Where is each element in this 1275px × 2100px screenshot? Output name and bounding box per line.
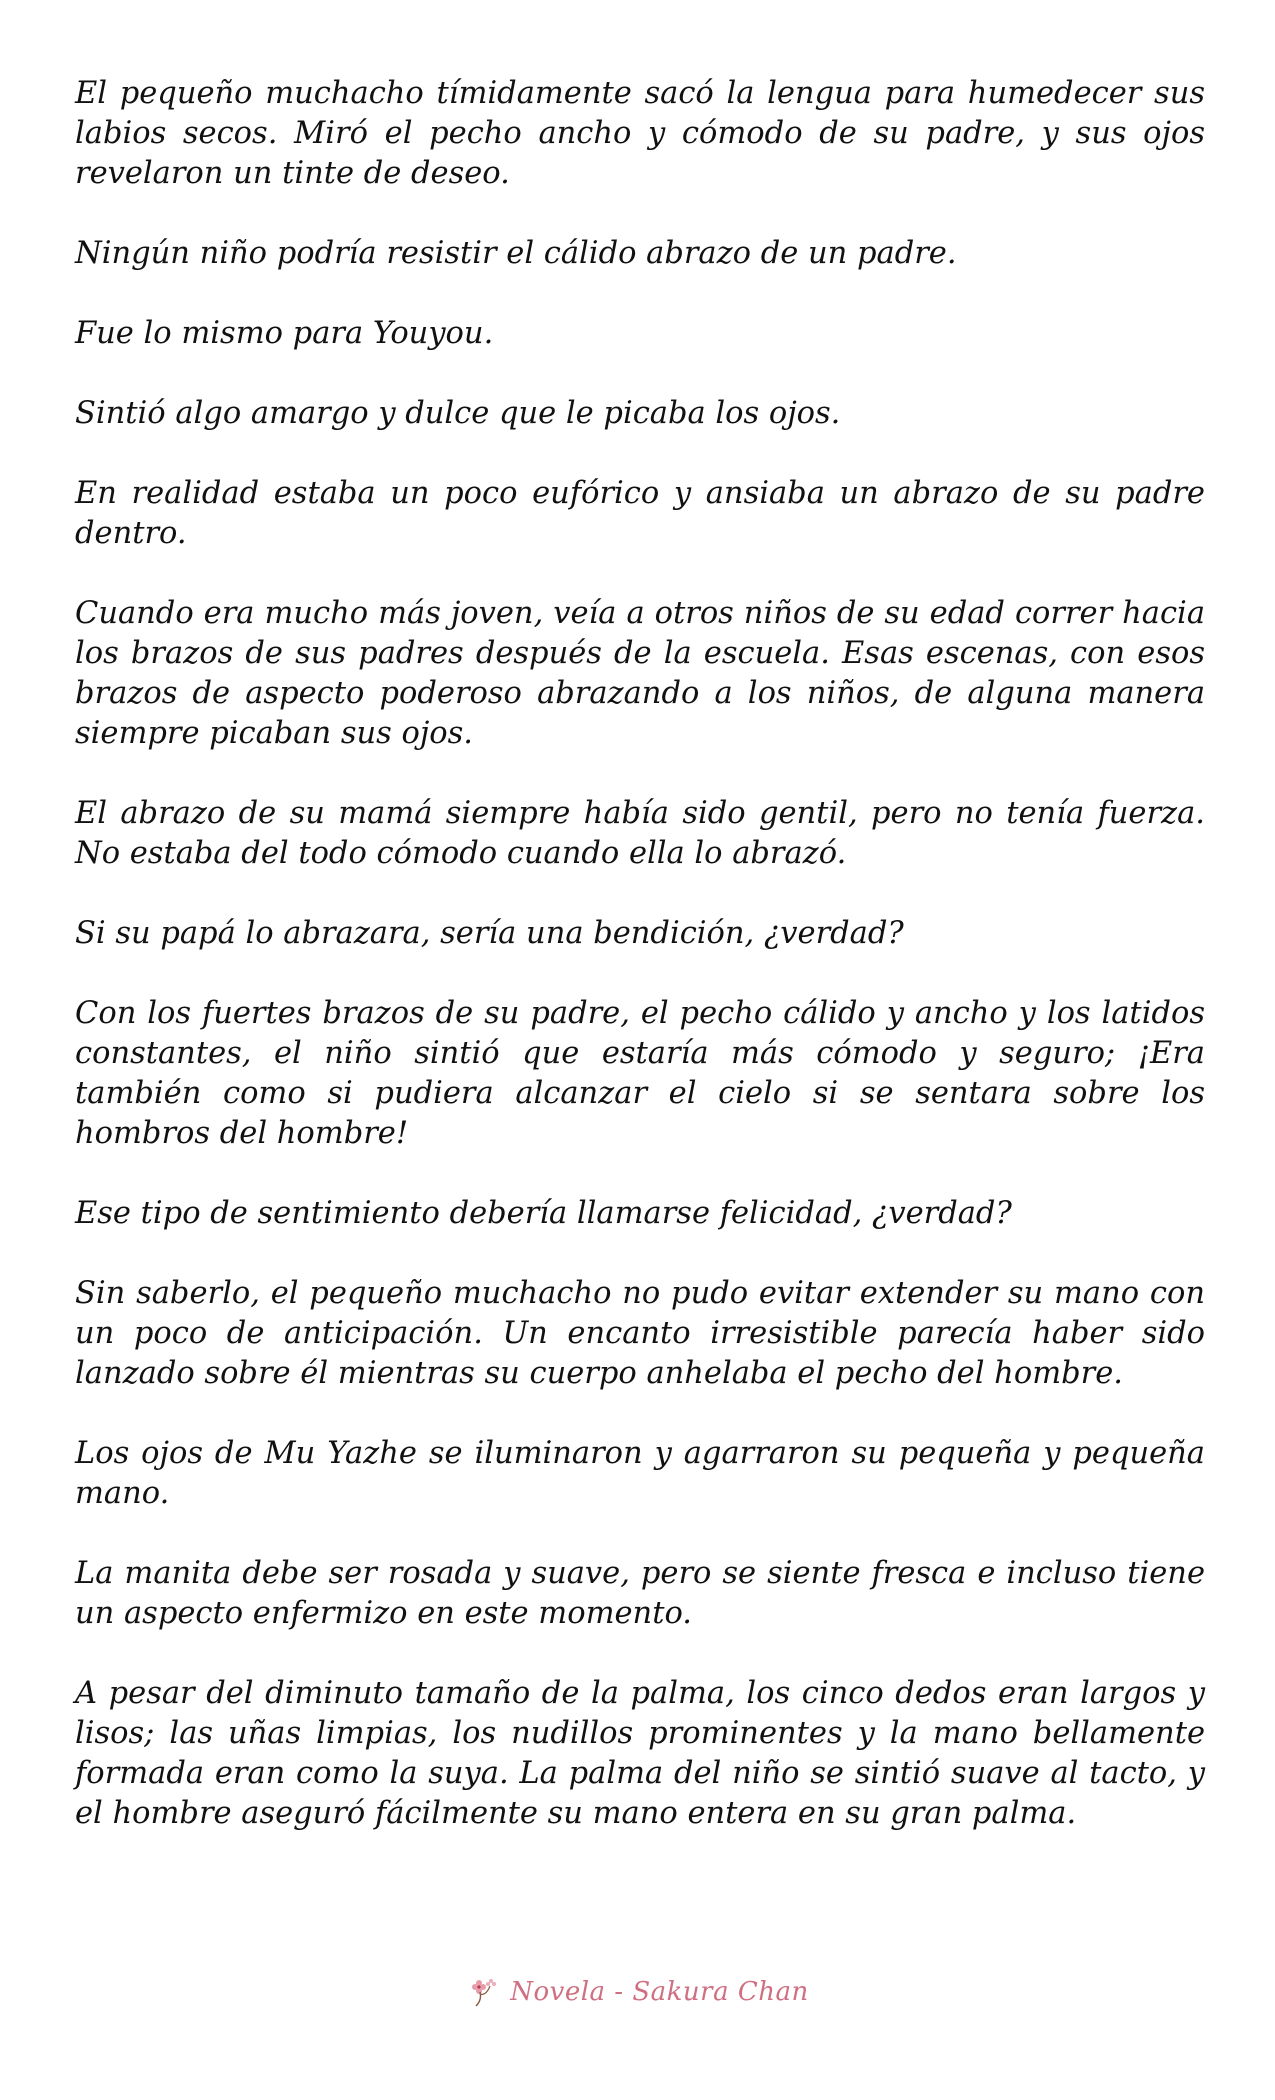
footer-watermark-text: Novela - Sakura Chan	[510, 1977, 809, 2007]
paragraph-13: La manita debe ser rosada y suave, pero se siente fresca e incluso tiene un aspecto enfermizo en este momento.	[75, 1556, 1205, 1631]
paragraph-12: Los ojos de Mu Yazhe se iluminaron y agarraron su pequeña y pequeña mano.	[75, 1436, 1205, 1511]
sakura-blossom-icon	[466, 1974, 502, 2010]
paragraph-6: Cuando era mucho más joven, veía a otros niños de su edad correr hacia los brazos de sus padres después de la escuela. Esas escenas, con esos brazos de aspecto poderoso abrazando a los niños, de alguna manera siempre picaban sus ojos.	[75, 596, 1205, 751]
footer	[0, 1968, 1275, 2016]
paragraph-8: Si su papá lo abrazara, sería una bendición, ¿verdad?	[75, 916, 904, 951]
paragraph-9: Con los fuertes brazos de su padre, el pecho cálido y ancho y los latidos constantes, el niño sintió que estaría más cómodo y seguro; ¡Era también como si pudiera alcanzar el cielo si se sentara sobre los hombros del hombre!	[75, 996, 1205, 1151]
paragraph-2: Ningún niño podría resistir el cálido abrazo de un padre.	[75, 236, 957, 271]
paragraph-7: El abrazo de su mamá siempre había sido gentil, pero no tenía fuerza. No estaba del todo cómodo cuando ella lo abrazó.	[75, 796, 1205, 871]
paragraph-11: Sin saberlo, el pequeño muchacho no pudo evitar extender su mano con un poco de anticipación. Un encanto irresistible parecía haber sido lanzado sobre él mientras su cuerpo anhelaba el pecho del hombre.	[75, 1276, 1205, 1391]
paragraph-14: A pesar del diminuto tamaño de la palma, los cinco dedos eran largos y lisos; las uñas limpias, los nudillos prominentes y la mano bellamente formada eran como la suya. La palma del niño se sintió suave al tacto, y el hombre aseguró fácilmente su mano entera en su gran palma.	[75, 1676, 1205, 1831]
paragraph-3: Fue lo mismo para Youyou.	[75, 316, 494, 351]
document-body	[75, 74, 1205, 1874]
paragraph-10: Ese tipo de sentimiento debería llamarse felicidad, ¿verdad?	[75, 1196, 1012, 1231]
paragraph-5: En realidad estaba un poco eufórico y ansiaba un abrazo de su padre dentro.	[75, 476, 1205, 551]
paragraph-1: El pequeño muchacho tímidamente sacó la lengua para humedecer sus labios secos. Miró el pecho ancho y cómodo de su padre, y sus ojos revelaron un tinte de deseo.	[75, 76, 1205, 191]
paragraph-4: Sintió algo amargo y dulce que le picaba los ojos.	[75, 396, 841, 431]
